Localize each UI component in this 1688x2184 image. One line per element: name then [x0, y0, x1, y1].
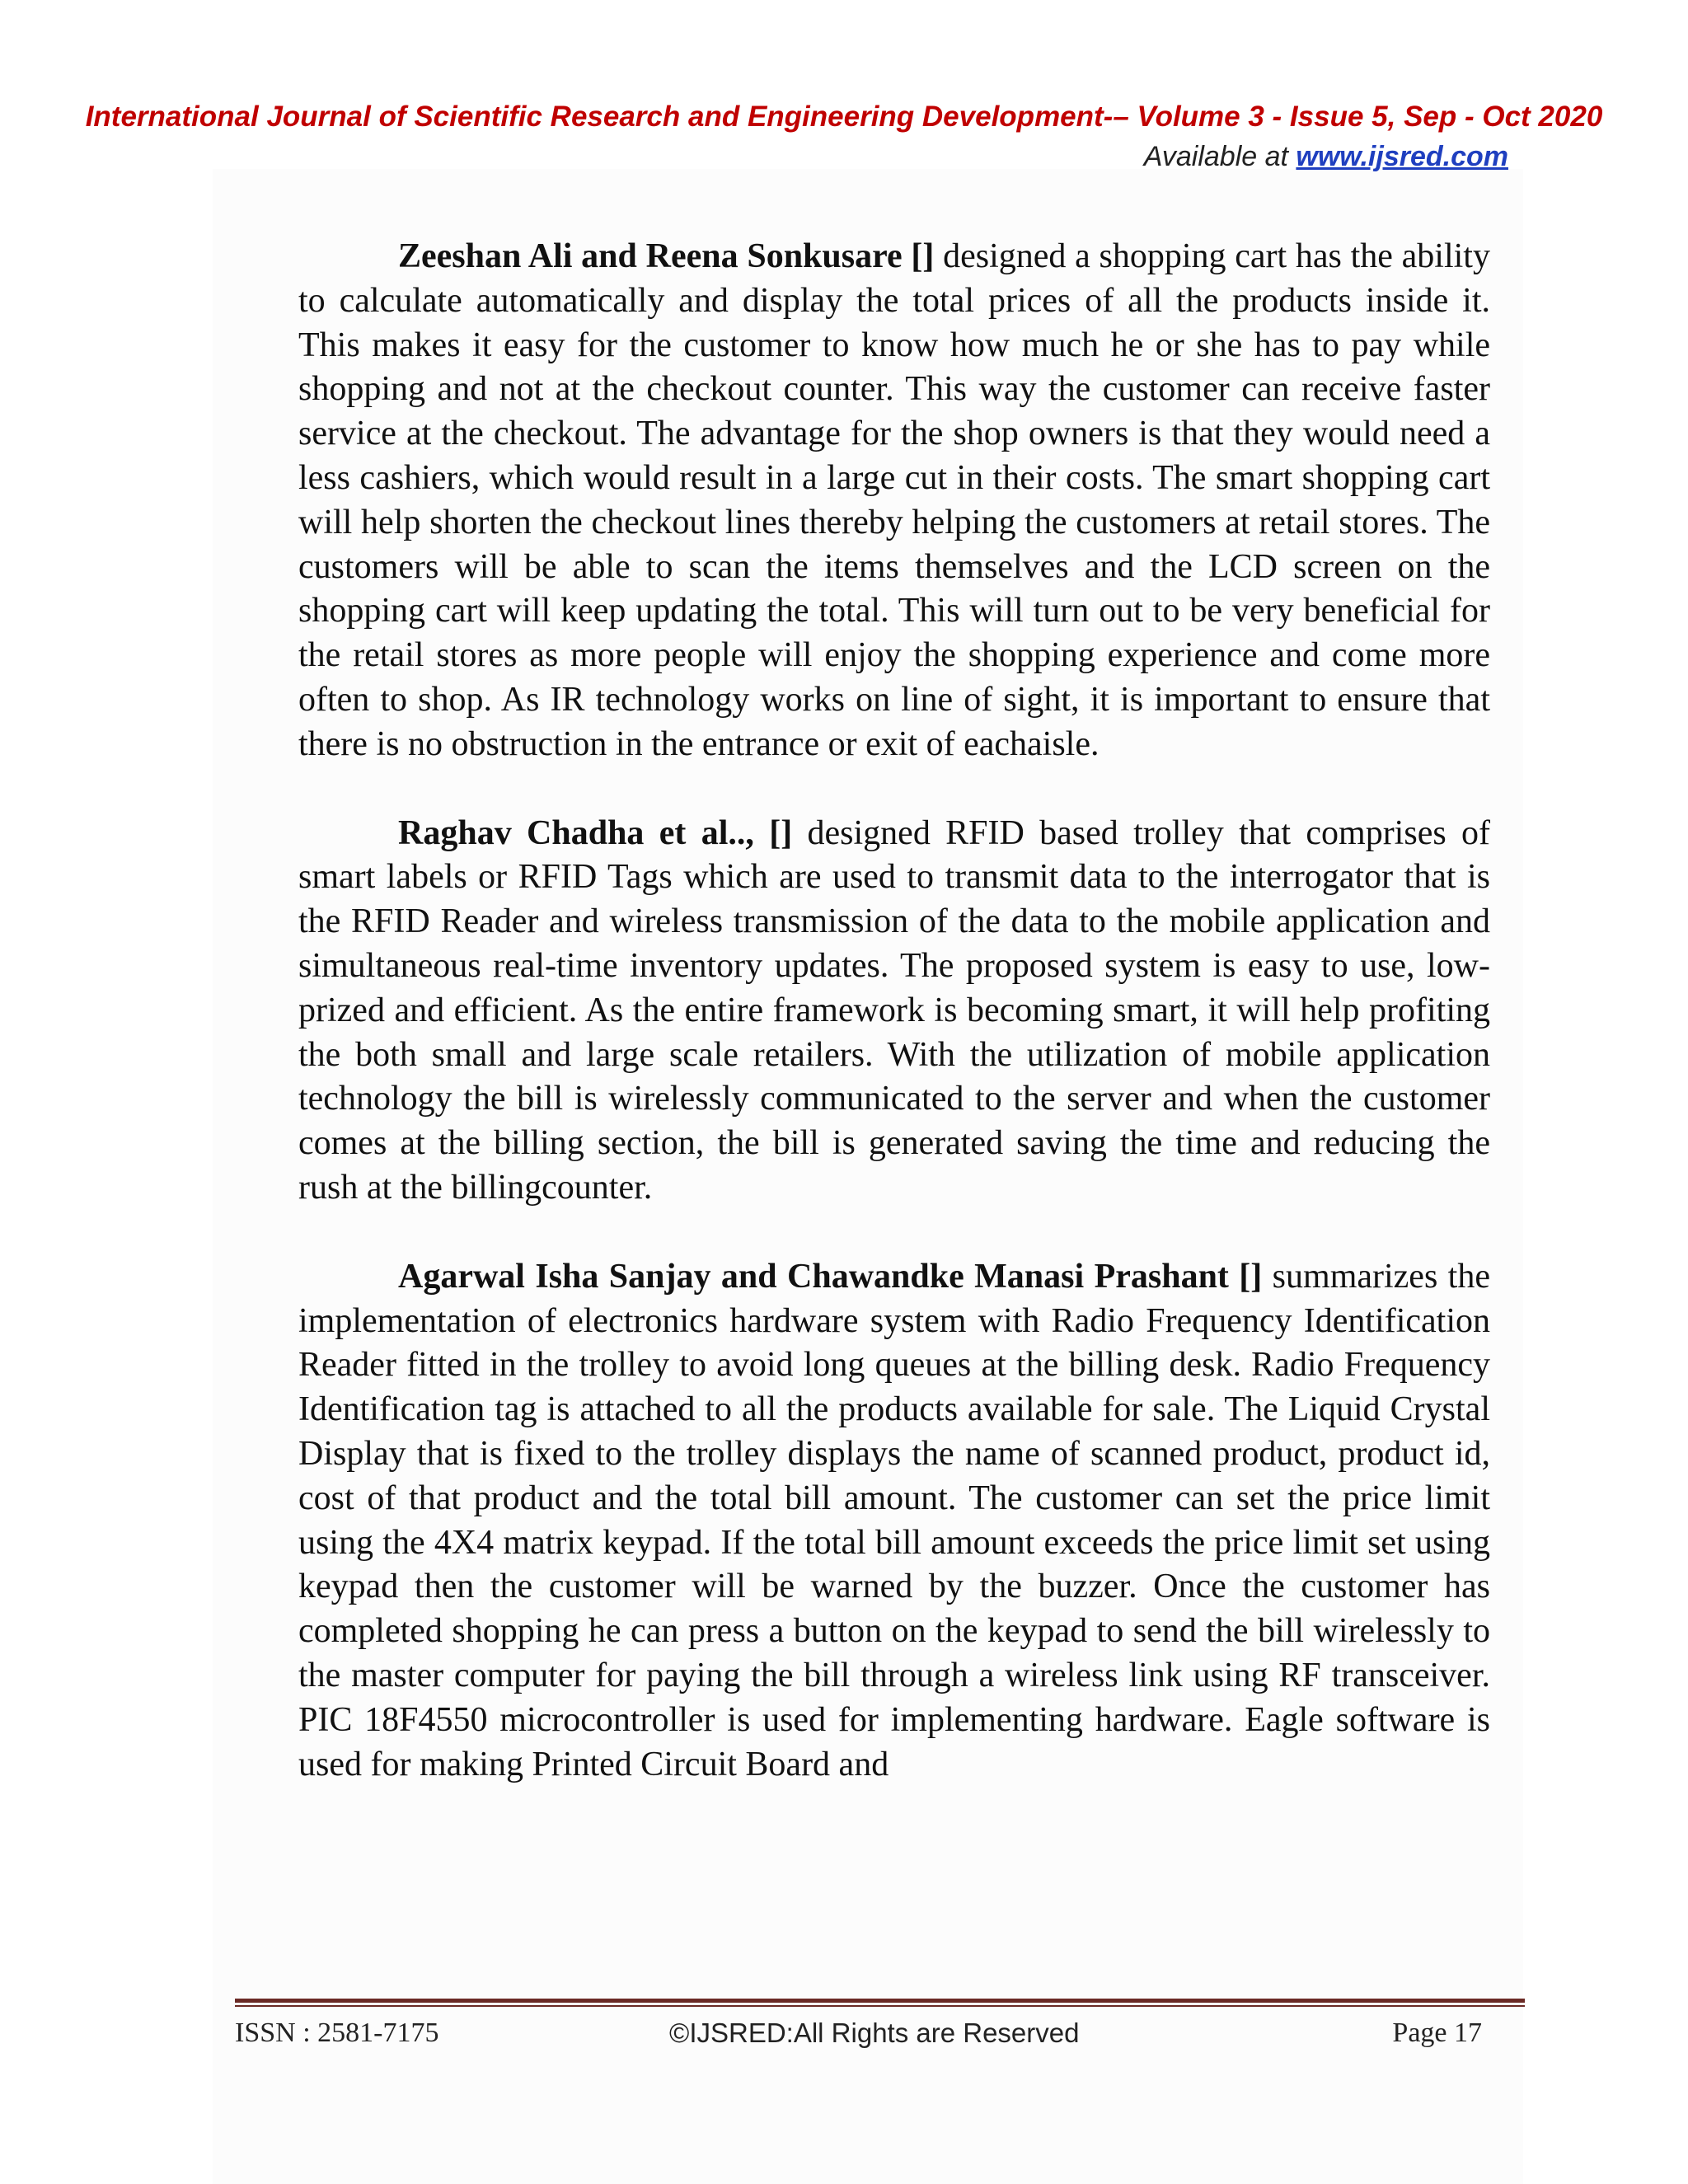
journal-website-link[interactable]: www.ijsred.com — [1296, 141, 1508, 172]
citation-authors: Zeeshan Ali and Reena Sonkusare [] — [398, 237, 935, 275]
paragraph-raghav-chadha — [298, 812, 1490, 1211]
availability-prefix: Available at — [1143, 141, 1296, 172]
paragraph-text: summarizes the implementation of electronics hardware system with Radio Frequency Identification Reader fitted in the trolley to avoid long queues at the billing desk. Radio Frequency Identification tag is attached to all the products available for sale. The Liquid Crystal Display that is fixed to the trolley displays the name of scanned product, product id, cost of that product and the total bill amount. The customer can set the price limit using the 4X4 matrix keypad. If the total bill amount exceeds the price limit set using keypad then the customer will be warned by the buzzer. Once the customer has completed shopping he can press a button on the keypad to send the bill wirelessly to the master computer for paying the bill through a wireless link using RF transceiver. PIC 18F4550 microcontroller is used for implementing hardware. Eagle software is used for making Printed Circuit Board and — [298, 1257, 1490, 1783]
paragraph-agarwal-isha — [298, 1255, 1490, 1788]
citation-authors: Raghav Chadha et al.., [] — [398, 813, 793, 852]
paragraph-text: designed RFID based trolley that comprises of smart labels or RFID Tags which are used to transmit data to the interrogator that is the RFID Reader and wireless transmission of the data to the mobile application and simultaneous real-time inventory updates. The proposed system is easy to use, low-prized and efficient. As the entire framework is becoming smart, it will help profiting the both small and large scale retailers. With the utilization of mobile application technology the bill is wirelessly communicated to the server and when the customer comes at the billing section, the bill is generated saving the time and reducing the rush at the billingcounter. — [298, 813, 1490, 1207]
paragraph-text: designed a shopping cart has the ability to calculate automatically and display the total prices of all the products inside it. This makes it easy for the customer to know how much he or she has to pay while shopping and not at the checkout counter. This way the customer can receive faster service at the checkout. The advantage for the shop owners is that they would need a less cashiers, which would result in a large cut in their costs. The smart shopping cart will help shorten the checkout lines thereby helping the customers at retail stores. The customers will be able to scan the items themselves and the LCD screen on the shopping cart will keep updating the total. This will turn out to be very beneficial for the retail stores as more people will enjoy the shopping experience and come more often to shop. As IR technology works on line of sight, it is important to ensure that there is no obstruction in the entrance or exit of eachaisle. — [298, 237, 1490, 763]
availability-line — [1144, 138, 1508, 175]
footer-divider — [235, 1999, 1525, 2003]
footer-issn: ISSN : 2581-7175 — [235, 2018, 439, 2048]
citation-authors: Agarwal Isha Sanjay and Chawandke Manasi Prashant [] — [398, 1257, 1263, 1296]
footer-page-number: Page 17 — [1392, 2018, 1482, 2048]
footer-copyright: ©IJSRED:All Rights are Reserved — [669, 2018, 1080, 2048]
footer-divider-thin — [235, 2005, 1525, 2007]
paragraph-zeeshan-ali — [298, 235, 1490, 767]
article-body — [298, 235, 1490, 1787]
journal-header: International Journal of Scientific Research and Engineering Development-– Volume 3 - Issue 5, Sep - Oct 2020 — [85, 101, 1603, 133]
